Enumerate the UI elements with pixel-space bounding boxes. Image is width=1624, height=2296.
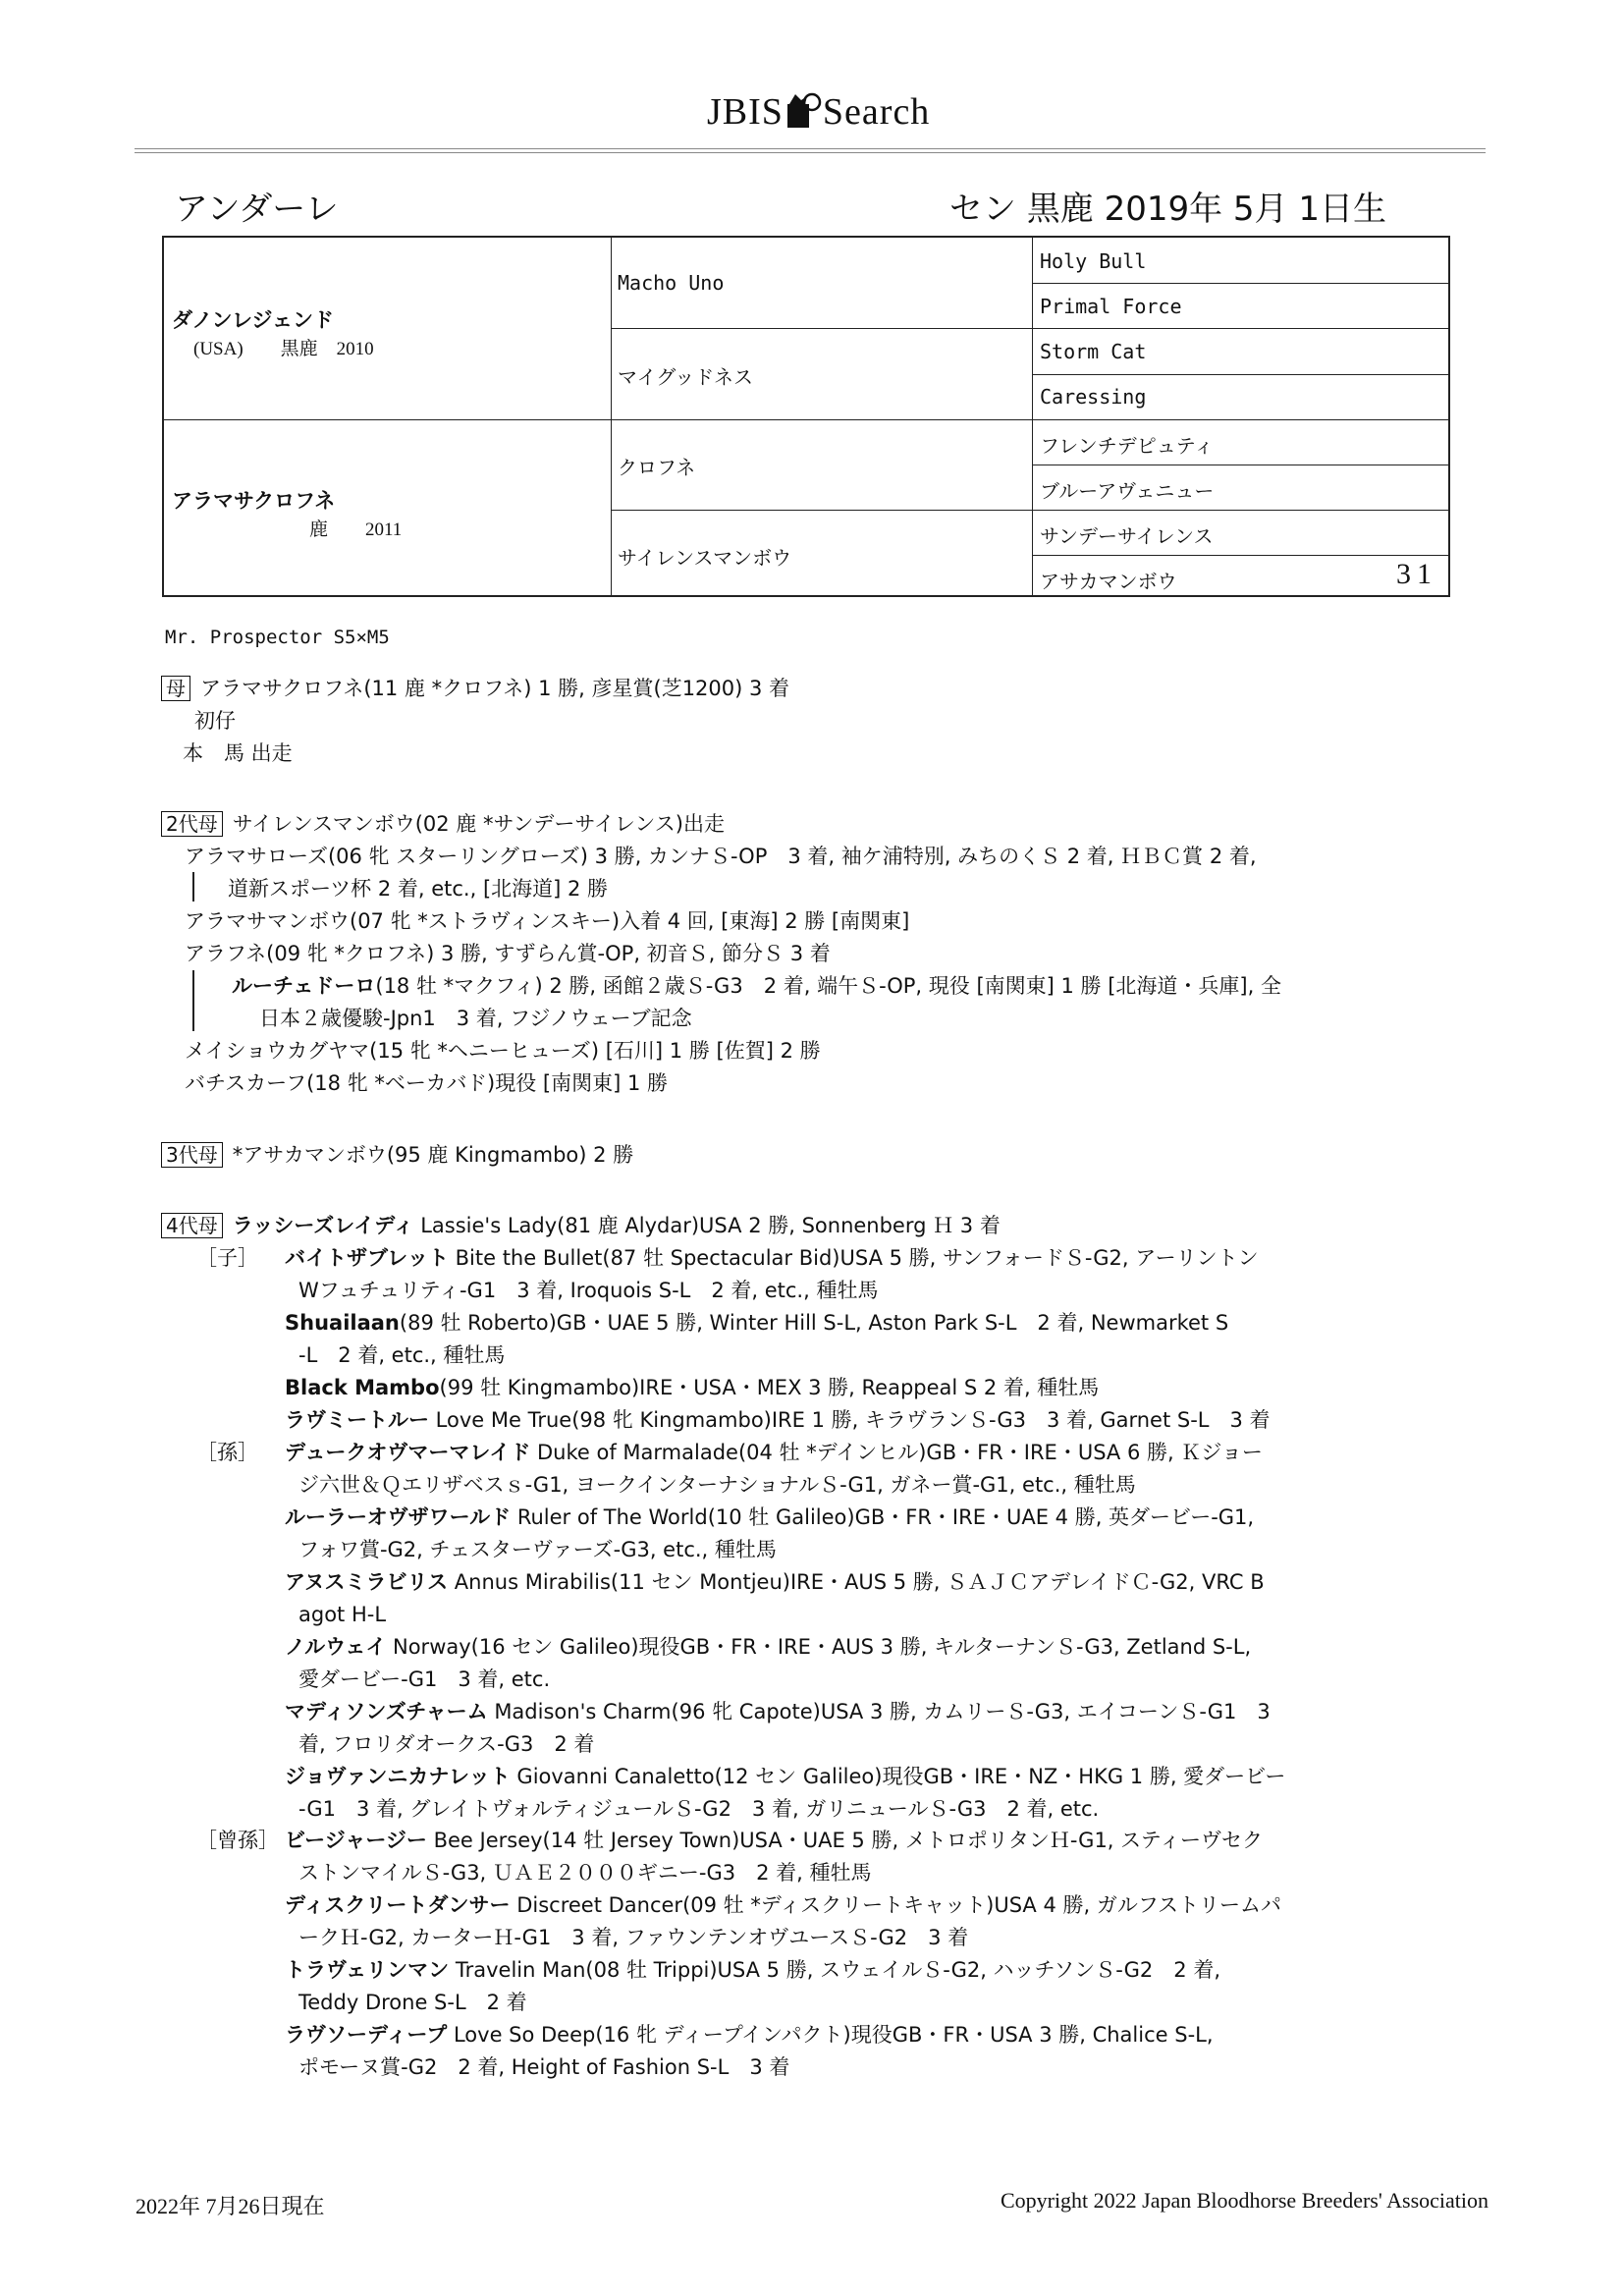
g2-line-1: アラマサローズ(06 牝 スターリングローズ) 3 勝, カンナＳ-OP 3 着, 袖ケ浦特別, みちのくＳ 2 着, ＨＢＣ賞 2 着, xyxy=(185,845,1257,868)
g2-line-2: 道新スポーツ杯 2 着, etc., [北海道] 2 勝 xyxy=(228,877,609,901)
g4-name: ラッシーズレイディ xyxy=(232,1214,414,1237)
descendant-record: Travelin Man(08 牡 Trippi)USA 5 勝, スウェイルＳ-G2, ハッチソンＳ-G2 2 着, xyxy=(449,1958,1220,1982)
descendant-record-continued: フォワ賞-G2, チェスターヴァーズ-G3, etc., 種牡馬 xyxy=(298,1538,777,1561)
dam-details: 鹿 2011 xyxy=(309,519,403,540)
footer-date: 2022年 7月26日現在 xyxy=(135,2194,325,2218)
g2-sire-sire: Macho Uno xyxy=(618,271,725,295)
descendant-entry xyxy=(285,1893,1281,1918)
descendant-record-continued: -G1 3 着, グレイトヴォルティジュールＳ-G2 3 着, ガリニュールＳ-G3 2 着, etc. xyxy=(298,1797,1100,1821)
ruche-rest: (18 牡 *マクフィ) 2 勝, 函館２歳Ｓ-G3 2 着, 端午Ｓ-OP, 現役 [南関東] 1 勝 [北海道・兵庫], 全 xyxy=(375,974,1281,998)
g2-line-ruche xyxy=(232,974,1281,999)
g2-line-5: 日本２歳優駿-Jpn1 3 着, フジノウェーブ記念 xyxy=(259,1007,692,1030)
g4-rest: Lassie's Lady(81 鹿 Alydar)USA 2 勝, Sonnenberg Ｈ 3 着 xyxy=(413,1214,1001,1237)
sire-details: (USA) 黒鹿 2010 xyxy=(193,339,374,359)
descendant-record: Madison's Charm(96 牝 Capote)USA 3 勝, カムリーＳ-G3, エイコーンＳ-G1 3 xyxy=(487,1700,1271,1723)
descendant-record-continued: ジ六世＆Ｑエリザベスｓ-G1, ヨークインターナショナルＳ-G1, ガネー賞-G1, etc., 種牡馬 xyxy=(298,1473,1136,1497)
label-great-grandchild: ［曾孫］ xyxy=(196,1829,279,1852)
logo-left-text: JBIS xyxy=(707,91,784,133)
g2-dam-sire: クロフネ xyxy=(618,456,696,479)
pedigree-table xyxy=(162,236,1450,597)
descendant-record-continued: -L 2 着, etc., 種牡馬 xyxy=(298,1343,506,1367)
descendant-record-continued: agot H-L xyxy=(298,1603,387,1626)
g2-dam-dam: サイレンスマンボウ xyxy=(618,546,792,570)
logo-right-text: Search xyxy=(822,91,931,133)
descendant-record: Love Me True(98 牝 Kingmambo)IRE 1 勝, キラヴランＳ-G3 3 着, Garnet S-L 3 着 xyxy=(429,1408,1271,1432)
jbis-search-logo xyxy=(707,90,930,134)
ruche-name: ルーチェドーロ xyxy=(232,974,376,998)
g3-cell-4: Caressing xyxy=(1040,385,1147,409)
dam-sub-2: 本 馬 出走 xyxy=(183,741,293,765)
descendant-name: Black Mambo xyxy=(285,1376,440,1399)
descendant-record-continued: Teddy Drone S-L 2 着 xyxy=(298,1991,527,2014)
descendant-name: トラヴェリンマン xyxy=(285,1958,450,1982)
g3-cell-6: ブルーアヴェニュー xyxy=(1040,479,1215,503)
descendant-record: Love So Deep(16 牝 ディープインパクト)現役GB・FR・USA 3 勝, Chalice S-L, xyxy=(447,2023,1214,2047)
g2-line-4: アラフネ(09 牝 *クロフネ) 3 勝, すずらん賞-OP, 初音Ｓ, 節分Ｓ 3 着 xyxy=(185,942,831,965)
descendant-entry xyxy=(285,1829,1263,1853)
descendant-entry xyxy=(285,2023,1214,2048)
g2-tag: 2代母 xyxy=(161,811,223,837)
descendant-record: Norway(16 セン Galileo)現役GB・FR・IRE・AUS 3 勝, キルターナンＳ-G3, Zetland S-L, xyxy=(386,1635,1252,1659)
descendant-record: Duke of Marmalade(04 牡 *デインヒル)GB・FR・IRE・USA 6 勝, Ｋジョー xyxy=(530,1441,1263,1464)
descendant-entry xyxy=(285,1505,1254,1530)
descendant-name: ルーラーオヴザワールド xyxy=(285,1505,512,1529)
horse-info: セン 黒鹿 2019年 5月 1日生 xyxy=(948,190,1386,229)
g4-dam-line xyxy=(161,1213,1001,1238)
descendant-record: (89 牡 Roberto)GB・UAE 5 勝, Winter Hill S-L, Aston Park S-L 2 着, Newmarket S xyxy=(399,1311,1229,1335)
g4-tag: 4代母 xyxy=(161,1213,223,1238)
descendant-entry xyxy=(285,1311,1228,1336)
descendant-record: Ruler of The World(10 牡 Galileo)GB・FR・IRE・UAE 4 勝, 英ダービー-G1, xyxy=(511,1505,1255,1529)
g3-cell-3: Storm Cat xyxy=(1040,340,1147,363)
descendant-entry xyxy=(285,1700,1271,1724)
descendant-record-continued: Wフュチュリティ-G1 3 着, Iroquois S-L 2 着, etc., 種牡馬 xyxy=(298,1279,879,1302)
descendant-record-continued: 着, フロリダオークス-G3 2 着 xyxy=(298,1732,595,1756)
horse-name: アンダーレ xyxy=(175,190,339,229)
descendant-record: Bee Jersey(14 牡 Jersey Town)USA・UAE 5 勝, メトロポリタンＨ-G1, スティーヴセク xyxy=(426,1829,1264,1852)
descendant-name: ラヴソーディープ xyxy=(285,2023,448,2047)
footer-copyright: Copyright 2022 Japan Bloodhorse Breeders' Association xyxy=(1000,2188,1489,2213)
g2-text: サイレンスマンボウ(02 鹿 *サンデーサイレンス)出走 xyxy=(232,812,725,836)
dam-line xyxy=(161,676,789,701)
dam-tag: 母 xyxy=(161,676,190,701)
descendant-name: ジョヴァンニカナレット xyxy=(285,1765,511,1788)
descendant-name: ノルウェイ xyxy=(285,1635,387,1659)
descendant-record: Annus Mirabilis(11 セン Montjeu)IRE・AUS 5 勝, ＳＡＪＣアデレイドＣ-G2, VRC B xyxy=(448,1570,1265,1594)
descendant-record: (99 牡 Kingmambo)IRE・USA・MEX 3 勝, Reappeal S 2 着, 種牡馬 xyxy=(439,1376,1100,1399)
descendant-record-continued: 愛ダービー-G1 3 着, etc. xyxy=(298,1667,551,1691)
dam-cell xyxy=(172,485,402,541)
descendant-record-continued: ークＨ-G2, カーターＨ-G1 3 着, ファウンテンオヴユースＳ-G2 3 着 xyxy=(298,1926,969,1949)
horse-lens-icon xyxy=(784,90,823,130)
descendant-entry xyxy=(285,1408,1271,1433)
header-rule xyxy=(135,148,1486,149)
descendant-entry xyxy=(285,1441,1263,1465)
g3-dam-line xyxy=(161,1142,633,1168)
dam-name: アラマサクロフネ xyxy=(172,489,336,513)
g3-cell-2: Primal Force xyxy=(1040,295,1182,318)
g2-line-3: アラマサマンボウ(07 牝 *ストラヴィンスキー)入着 4 回, [東海] 2 勝 [南関東] xyxy=(185,909,910,933)
descendant-name: アヌスミラビリス xyxy=(285,1570,449,1594)
g3-cell-5: フレンチデピュティ xyxy=(1040,434,1215,458)
descendant-record: Bite the Bullet(87 牡 Spectacular Bid)USA 5 勝, サンフォードＳ-G2, アーリントン xyxy=(448,1246,1259,1270)
page-number: 31 xyxy=(1396,558,1437,590)
g2-line-7: バチスカーフ(18 牝 *ベーカバド)現役 [南関東] 1 勝 xyxy=(185,1071,668,1095)
g3-cell-1: Holy Bull xyxy=(1040,249,1147,273)
g3-cell-7: サンデーサイレンス xyxy=(1040,524,1214,548)
descendant-record-continued: ストンマイルＳ-G3, ＵＡＥ２０００ギニー-G3 2 着, 種牡馬 xyxy=(298,1861,872,1885)
inbreeding-note: Mr. Prospector S5×M5 xyxy=(165,627,390,648)
dam-text: アラマサクロフネ(11 鹿 *クロフネ) 1 勝, 彦星賞(芝1200) 3 着 xyxy=(200,677,790,700)
descendant-name: マディソンズチャーム xyxy=(285,1700,488,1723)
descendant-record-continued: ポモーヌ賞-G2 2 着, Height of Fashion S-L 3 着 xyxy=(298,2055,790,2079)
label-grandchild: ［孫］ xyxy=(196,1441,258,1464)
descendant-name: Shuailaan xyxy=(285,1311,400,1335)
dam-sub-1: 初仔 xyxy=(194,709,236,733)
descendant-record: Giovanni Canaletto(12 セン Galileo)現役GB・IRE・NZ・HKG 1 勝, 愛ダービー xyxy=(510,1765,1286,1788)
g2-sire-dam: マイグッドネス xyxy=(618,365,753,389)
descendant-entry xyxy=(285,1765,1285,1789)
label-child: ［子］ xyxy=(196,1246,258,1270)
descendant-name: ディスクリートダンサー xyxy=(285,1893,511,1917)
g3-tag: 3代母 xyxy=(161,1142,223,1168)
header-rule-2 xyxy=(135,152,1486,153)
descendant-entry xyxy=(285,1635,1251,1660)
g3-cell-8: アサカマンボウ xyxy=(1040,570,1177,593)
descendant-record: Discreet Dancer(09 牡 *ディスクリートキャット)USA 4 勝, ガルフストリームパ xyxy=(510,1893,1282,1917)
descendant-name: ラヴミートルー xyxy=(285,1408,429,1432)
g3-text: *アサカマンボウ(95 鹿 Kingmambo) 2 勝 xyxy=(232,1143,634,1167)
descendant-entry xyxy=(285,1376,1099,1400)
g2-line-6: メイショウカグヤマ(15 牝 *ヘニーヒューズ) [石川] 1 勝 [佐賀] 2 勝 xyxy=(185,1039,821,1063)
descendant-entry xyxy=(285,1246,1259,1271)
sire-name: ダノンレジェンド xyxy=(172,308,335,332)
descendant-name: デュークオヴマーマレイド xyxy=(285,1441,531,1464)
descendant-entry xyxy=(285,1958,1220,1983)
descendant-name: バイトザブレット xyxy=(285,1246,449,1270)
sire-cell xyxy=(172,304,374,360)
g2-dam-line xyxy=(161,811,725,837)
descendant-name: ビージャージー xyxy=(285,1829,427,1852)
descendant-entry xyxy=(285,1570,1265,1595)
